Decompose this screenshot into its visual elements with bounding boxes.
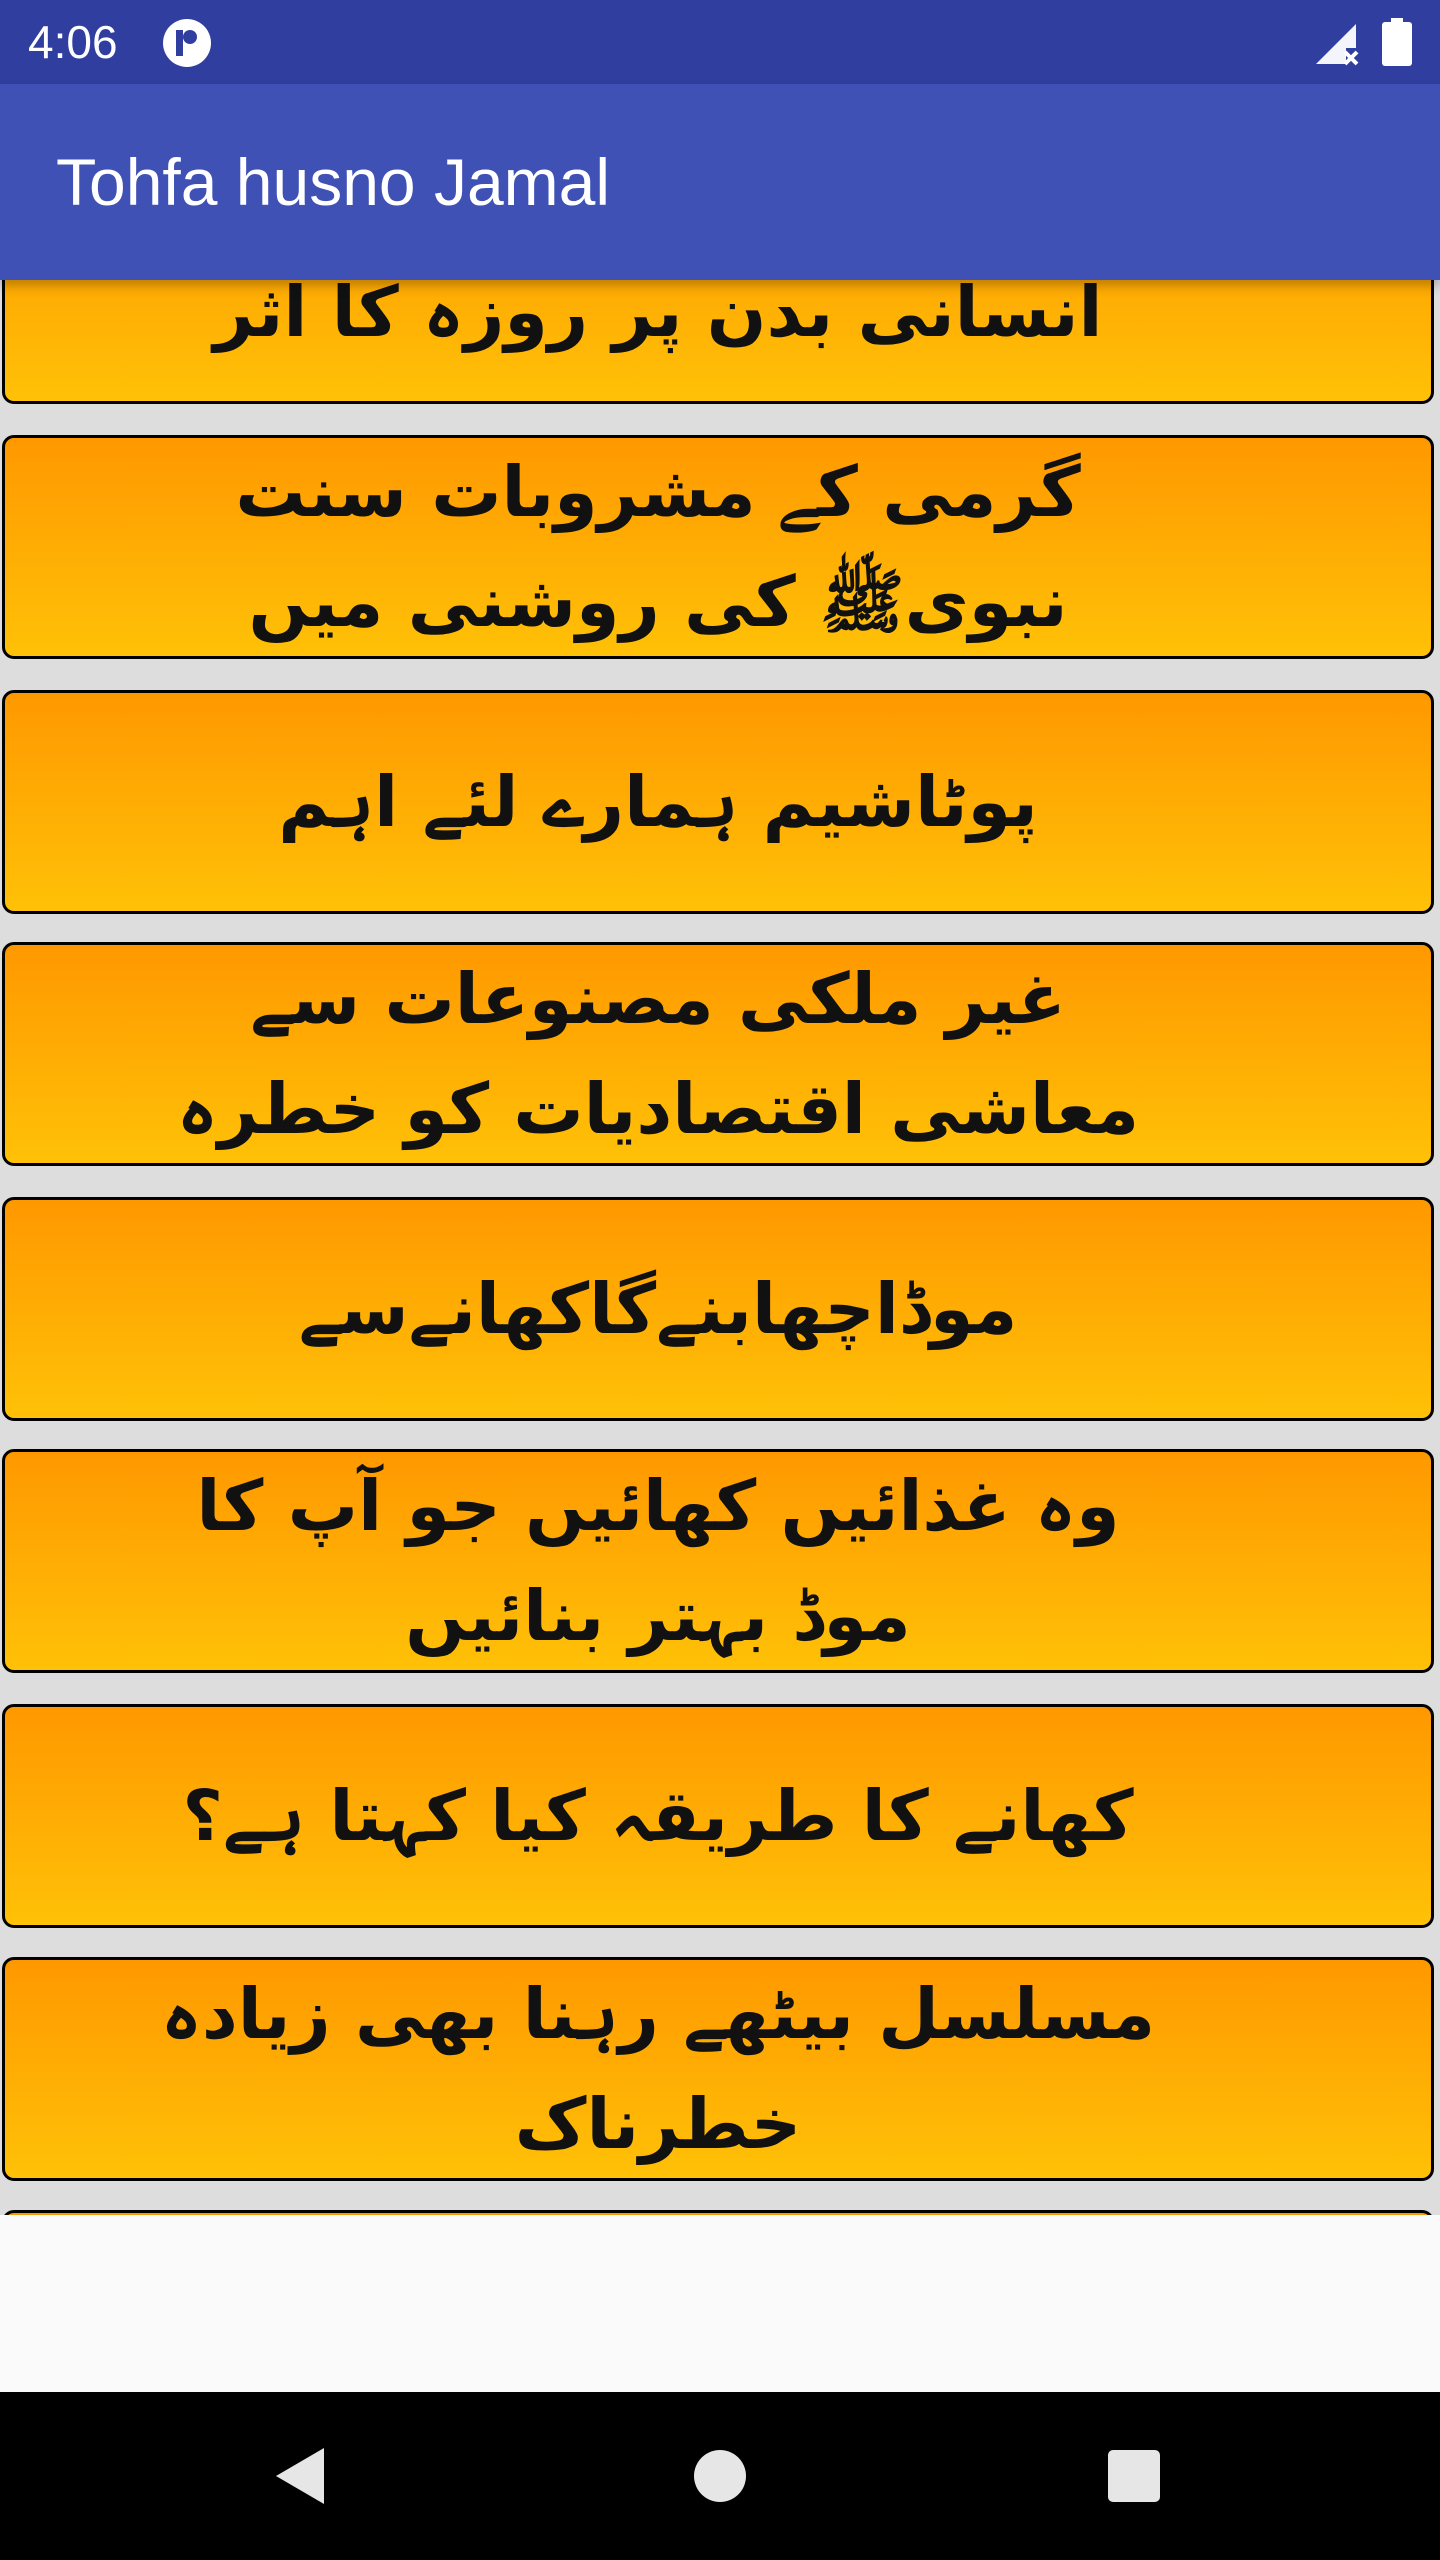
empty-area [0,2215,1440,2392]
list-item-label: انسانی بدن پر روزہ کا اثر [213,280,1103,353]
battery-full-icon [1382,18,1412,66]
list-item-label: پوٹاشیم ہمارے لئے اہم [278,761,1038,843]
signal-no-data-icon [1312,20,1360,68]
home-icon[interactable] [678,2434,762,2518]
list-item[interactable] [2,280,1434,404]
status-time: 4:06 [28,16,118,68]
list-item[interactable] [2,1449,1434,1673]
navigation-bar [0,2392,1440,2560]
list-item[interactable] [2,942,1434,1166]
list-item-label: غیر ملکی مصنوعات سے معاشی اقتصادیات کو خطرہ [176,958,1140,1150]
list-item[interactable] [2,435,1434,659]
list-item-label: وہ غذائیں کھائیں جو آپ کا موڈ بہتر بنائیں [196,1465,1120,1657]
list-item[interactable] [2,1704,1434,1928]
list-item-label: موڈاچھابنےگاکھانےسے [298,1268,1018,1350]
list-item[interactable] [2,1957,1434,2181]
app-bar [0,84,1440,280]
status-bar [0,0,1440,84]
list-item-label: کھانے کا طریقہ کیا کہتا ہے؟ [182,1775,1134,1857]
list-item-label: مسلسل بیٹھے رہنا بھی زیادہ خطرناک [160,1973,1156,2165]
list-item[interactable] [2,690,1434,914]
recents-icon[interactable] [1092,2434,1176,2518]
list-item[interactable] [2,1197,1434,1421]
app-notification-icon [162,18,212,68]
topic-list[interactable] [0,280,1440,2215]
app-title: Tohfa husno Jamal [56,145,611,219]
list-item-label: گرمی کے مشروبات سنت نبویﷺ کی روشنی میں [235,451,1081,643]
back-icon[interactable] [258,2434,342,2518]
